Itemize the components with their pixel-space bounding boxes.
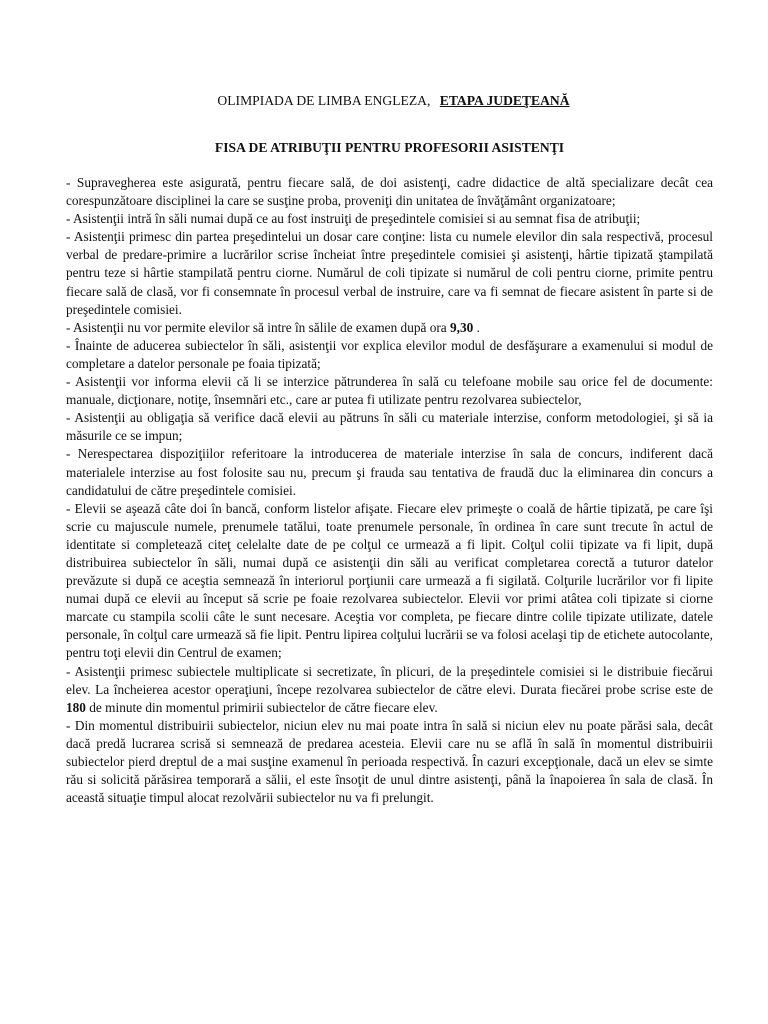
duration-value: 180 bbox=[66, 699, 86, 715]
olympiad-title: OLIMPIADA DE LIMBA ENGLEZA, bbox=[217, 93, 431, 108]
paragraph-leaving-room: - Din momentul distribuirii subiectelor, niciun elev nu mai poate intra în sală si niciun elev nu poate părăsi sala, decât dacă predă lucrarea scrisă si semnează de predarea acesteia. Elevii care nu se află în sală în momentul distribuirii subiectelor pierd dreptul de a mai susţine examenul în perioada respectivă. În cazuri excepţionale, dacă un elev se simte rău si solicită părăsirea temporară a sălii, el este însoţit de unul dintre asistenţi, până la înapoierea în sala de clasă. În această situaţie timpul alocat rezolvării subiectelor nu va fi prelungit. bbox=[66, 717, 713, 806]
entry-time-text: - Asistenţii nu vor permite elevilor să intre în sălile de examen după ora bbox=[66, 319, 451, 335]
paragraph-seating: - Elevii se aşează câte doi în bancă, conform listelor afişate. Fiecare elev primeşte o coală de hârtie tipizată, pe care îşi scrie cu majuscule numele, prenumele tatălui, toate prenumele personale, în ordinea în care sunt trecute în actul de identitate si completează citeţ celelalte date de pe colţul ce urmează a fi lipit. Colţul colii tipizate va fi lipit, după distribuirea subiectelor în săli, numai după ce asistenţii din săli au verificat completarea corectă a tuturor datelor prevăzute si după ce aceştia semnează în interiorul porţiunii care urmează a fi sigilată. Colţurile lucrărilor vor fi lipite numai după ce elevii au început să scrie pe foaie rezolvarea subiectelor. Elevii vor primi atâtea coli tipizate si ciorne marcate cu stampila scolii câte le sunt necesare. Aceştia vor completa, pe fiecare dintre colile tipizate utilizate, datele personale, în colţul care urmează să fie lipit. Pentru lipirea colţului lucrării se va folosi acelaşi tip de etichete autocolante, pentru toţi elevii din Centrul de examen; bbox=[66, 500, 713, 661]
duration-end: de minute din momentul primirii subiectelor de către fiecare elev. bbox=[85, 699, 438, 715]
document-header bbox=[74, 92, 713, 110]
paragraph-entry-time bbox=[66, 319, 713, 337]
paragraph-instruction: - Asistenţii intră în săli numai după ce au fost instruiţi de preşedintele comisiei si au semnat fisa de atribuţii; bbox=[66, 211, 641, 227]
paragraph-forbidden-items: - Asistenţii vor informa elevii că li se interzice pătrunderea în sală cu telefoane mobile sau orice fel de documente: manuale, dicţionare, notiţe, însemnări etc., care ar putea fi utilizate pentru rezolvarea subiectelor, bbox=[66, 374, 713, 408]
document-body bbox=[66, 174, 713, 807]
stage-title: ETAPA JUDEŢEANĂ bbox=[439, 93, 570, 108]
duration-text: - Asistenţii primesc subiectele multiplicate si secretizate, în plicuri, de la preşedintele comisiei si le distribuie fiecărui elev. La încheierea acestor operaţiuni, începe rezolvarea subiectelor de către elevi. Durata fiecărei probe scrise este de bbox=[66, 663, 713, 697]
paragraph-verification: - Asistenţii au obligaţia să verifice dacă elevii au pătruns în săli cu materiale interzise, conform metodologiei, şi să ia măsurile ce se impun; bbox=[66, 410, 713, 444]
entry-time-end: . bbox=[473, 319, 480, 335]
paragraph-dossier: - Asistenţii primesc din partea preşedintelui un dosar care conţine: lista cu numele elevilor din sala respectivă, procesul verbal de predare-primire a lucrărilor scrise încheiat între preşedintele comisiei şi asistenţi, hârtie tipizată ştampilată pentru teze si hârtie stampilată pentru ciorne. Numărul de coli tipizate si numărul de coli pentru ciorne, primite pentru fiecare sală de clasă, vor fi consemnate în procesul verbal de instruire, care va fi semnat de fiecare asistent în parte si de preşedintele comisiei. bbox=[66, 229, 713, 317]
paragraph-sanctions: - Nerespectarea dispoziţiilor referitoare la introducerea de materiale interzise în sala de concurs, indiferent dacă materialele interzise au fost folosite sau nu, precum şi frauda sau tentativa de fraudă duc la eliminarea din concurs a candidatului de către preşedintele comisiei. bbox=[66, 446, 713, 498]
paragraph-supervision: - Supravegherea este asigurată, pentru fiecare sală, de doi asistenţi, cadre didactice de altă specializare decât cea corespunzătoare disciplinei la care se susţine proba, proveniţi din unitatea de învăţământ organizatoare; bbox=[66, 175, 713, 209]
paragraph-distribution bbox=[66, 663, 713, 717]
entry-time-value: 9,30 bbox=[450, 319, 474, 335]
paragraph-explanation: - Înainte de aducerea subiectelor în săli, asistenţii vor explica elevilor modul de desfăşurare a examenului si modul de completare a datelor personale pe foaia tipizată; bbox=[66, 337, 713, 371]
document-subtitle: FISA DE ATRIBUŢII PENTRU PROFESORII ASISTENŢI bbox=[214, 140, 565, 155]
